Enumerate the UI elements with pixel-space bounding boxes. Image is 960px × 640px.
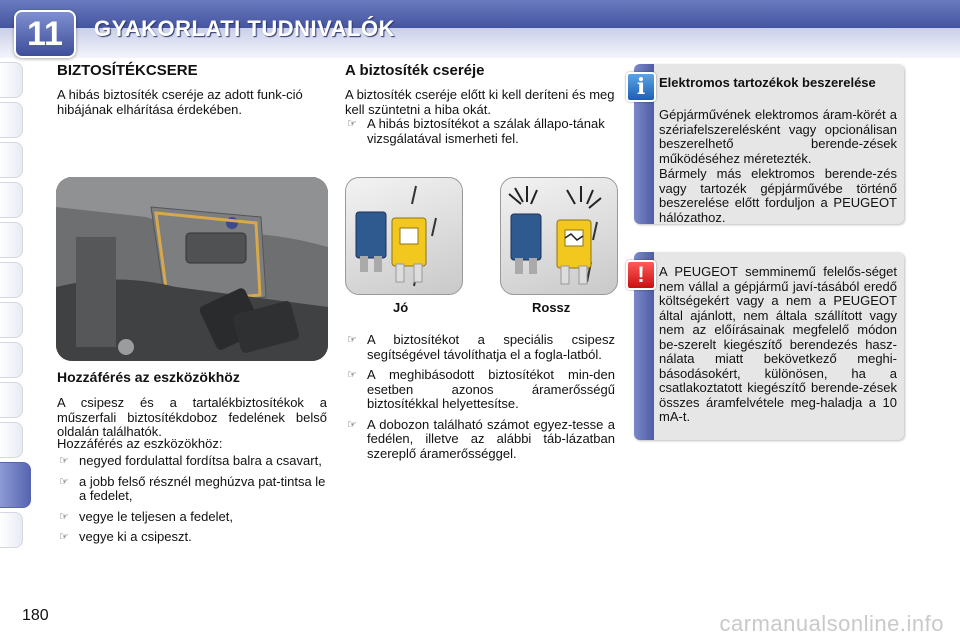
list-item (57, 454, 327, 469)
info-panel-paragraph: Bármely más elektromos berende-zés vagy tartozék gépjárművébe történő beszerelése előtt forduljon a PEUGEOT hálózathoz. (659, 166, 897, 225)
access-lead: Hozzáférés az eszközökhöz: (57, 436, 223, 451)
replacement-title: A biztosíték cseréje (345, 62, 485, 79)
list-item (345, 333, 615, 362)
list-item-text: vegye le teljesen a fedelet, (79, 508, 233, 524)
side-tab[interactable] (0, 222, 23, 258)
pointing-hand-icon: ☞ (347, 369, 357, 381)
pointing-hand-icon: ☞ (347, 418, 357, 431)
watermark: carmanualsonline.info (719, 611, 944, 636)
pointing-hand-icon: ☞ (347, 334, 357, 346)
access-paragraph: A csipesz és a tartalékbiztosítékok a műszerfali biztosítékdoboz fedelének belső oldalán találhatók. (57, 395, 327, 439)
list-item-text: a jobb felső résznél meghúzva pat-tintsa le a fedelet, (79, 473, 326, 503)
warning-icon: ! (626, 260, 656, 290)
section-title: BIZTOSÍTÉKCSERE (57, 62, 198, 79)
replacement-paragraph: A biztosíték cseréje előtt ki kell deríteni és meg kell szüntetni a hiba okát. (345, 87, 615, 117)
info-panel-paragraph: Gépjárművének elektromos áram-körét a szériafelszerelésként vagy opcionálisan beszerelhető berende-zések működéséhez méretezték. (659, 107, 897, 166)
inspection-list (345, 117, 615, 152)
bad-fuse-label: Rossz (532, 300, 571, 315)
side-tab-active[interactable] (0, 462, 31, 508)
side-tab[interactable] (0, 342, 23, 378)
dashboard-photo-illustration (56, 177, 328, 361)
chapter-number-badge: 11 (14, 10, 76, 58)
replacement-steps-list (345, 333, 615, 467)
list-item-text: A biztosítékot a speciális csipesz segítségével távolíthatja el a fogla-latból. (367, 332, 615, 362)
good-fuse-label: Jó (393, 300, 409, 315)
list-item-text: vegye ki a csipeszt. (79, 529, 192, 544)
side-tab[interactable] (0, 262, 23, 298)
pointing-hand-icon: ☞ (59, 455, 69, 467)
list-item (345, 117, 615, 146)
list-item (345, 418, 615, 462)
bad-fuse-illustration (500, 177, 618, 295)
list-item (57, 510, 327, 525)
good-fuse-illustration (345, 177, 463, 295)
chapter-side-tabs (0, 62, 34, 552)
side-tab[interactable] (0, 512, 23, 548)
side-tab[interactable] (0, 102, 23, 138)
list-item-text: A hibás biztosítékot a szálak állapo-tának vizsgálatával ismerheti fel. (367, 116, 605, 146)
pointing-hand-icon: ☞ (59, 531, 69, 543)
pointing-hand-icon: ☞ (59, 510, 69, 523)
list-item-text: A meghibásodott biztosítékot min-den esetben azonos áramerősségű biztosítékkal helyettesítse. (367, 367, 615, 411)
good-fuse-graphic (346, 178, 462, 294)
side-tab[interactable] (0, 422, 23, 458)
access-title: Hozzáférés az eszközökhöz (57, 369, 240, 385)
section-intro: A hibás biztosíték cseréje az adott funk-ció hibájának elhárítása érdekében. (57, 87, 303, 117)
page-number: 180 (22, 607, 49, 624)
side-tab[interactable] (0, 142, 23, 178)
list-item (57, 530, 327, 545)
list-item-text: negyed fordulattal fordítsa balra a csavart, (79, 453, 322, 468)
info-panel-title: Elektromos tartozékok beszerelése (659, 75, 876, 90)
side-tab[interactable] (0, 382, 23, 418)
dashboard-fusebox-photo (56, 177, 328, 361)
list-item (345, 368, 615, 412)
chapter-title: GYAKORLATI TUDNIVALÓK (94, 16, 395, 41)
side-tab[interactable] (0, 182, 23, 218)
bad-fuse-graphic (501, 178, 617, 294)
list-item-text: A dobozon található számot egyez-tesse a fedélen, illetve az alábbi táb-lázatban szereplő áramerősséggel. (367, 416, 615, 461)
info-icon: i (626, 72, 656, 102)
pointing-hand-icon: ☞ (59, 475, 69, 488)
side-tab[interactable] (0, 62, 23, 98)
warning-panel-text: A PEUGEOT semminemű felelős-séget nem vállal a gépjármű javí-tásából eredő költségekért vagy a nem a PEUGEOT által ajánlott, nem általa szállított vagy nem az előírásainak megfelelő módon be-szerelt kiegészítő berendezés hasz-nálata miatt bekövetkező meghi-básodásokért, különösen, ha a csatlakoztatott kiegészítő berende-zések összes áramfelvétele meg-haladja a 10 mA-t. (659, 264, 897, 424)
access-steps-list (57, 454, 327, 551)
pointing-hand-icon: ☞ (347, 118, 357, 130)
list-item (57, 475, 327, 504)
side-tab[interactable] (0, 302, 23, 338)
